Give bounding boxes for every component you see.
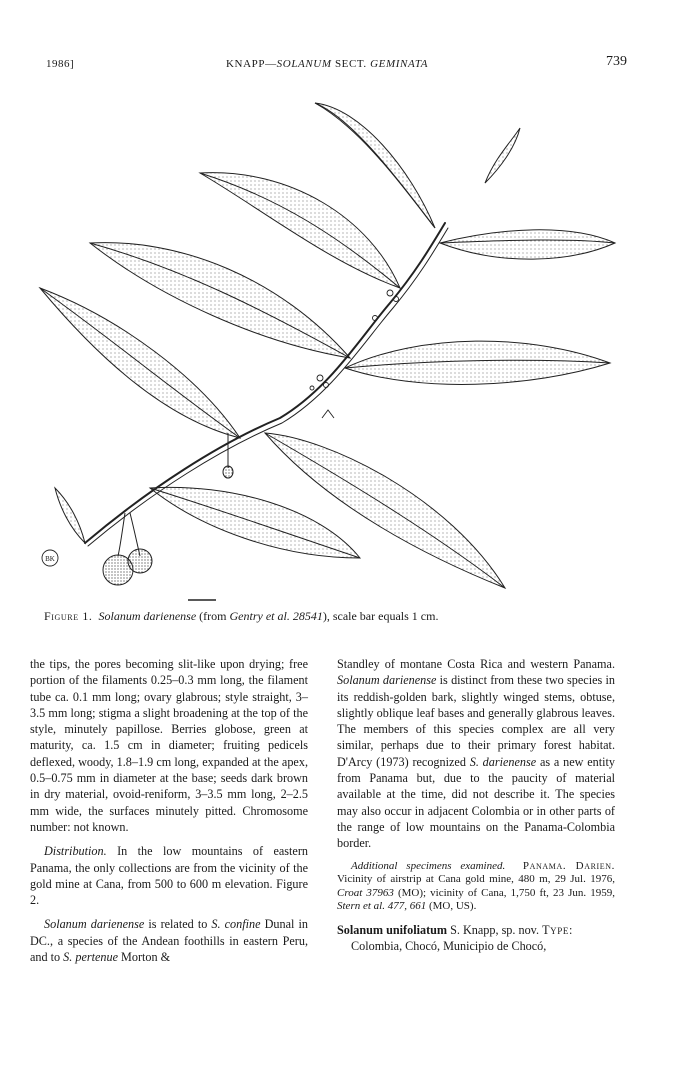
page-number: 739	[606, 54, 627, 69]
right-column	[337, 656, 615, 954]
type-locality: Colombia, Chocó, Municipio de Chocó,	[351, 938, 547, 953]
distribution-paragraph: Distribution. In the low mountains of eastern Panama, the only collections are from the vicinity of the gold mine at Cana, from 500 to 600 m elevation. Figure 2.	[30, 844, 308, 908]
left-column	[30, 656, 308, 965]
running-header	[0, 54, 683, 74]
leaf	[55, 488, 85, 543]
discussion-paragraph: Standley of montane Costa Rica and western Panama. Solanum darienense is distinct from these two species in its reddish-golden bark, slightly winged stems, obtuse, slightly oblique leaf bases and generally glabrous leaves. The members of this species complex are all very similar, perhaps due to their primary forest habitat. D'Arcy (1973) recognized S. darienense as a new entity from Panama but, due to the paucity of material available at the time, did not describe it. The species may also occur in adjacent Colombia or in other parts of the range of low mountains on the Panama-Colombia border.	[337, 657, 615, 851]
figure-caption: Figure 1. Solanum darienense (from Gentry et al. 28541), scale bar equals 1 cm.	[44, 609, 439, 623]
leaf	[265, 433, 505, 588]
running-title: KNAPP—SOLANUM SECT. GEMINATA	[226, 58, 429, 70]
description-paragraph: the tips, the pores becoming slit-like upon drying; free portion of the filaments 0.25–0.3 mm long, the filament tube ca. 0.1 mm long; ovary glabrous; style straight, 3–3.5 mm long; stigma a slight broadening at the top of the style, minutely papillose. Berries globose, green at maturity, ca. 1.5 cm in diameter; fruiting pedicels deflexed, woody, 1.8–1.9 cm long, expanded at the apex, 0.5–0.75 mm in diameter at the base; seeds dark brown in dry material, ovoid-reniform, 3–3.5 mm long, 2–2.5 mm wide, the surfaces minutely pitted. Chromosome number: not known.	[30, 657, 308, 834]
specimens-paragraph: Additional specimens examined. Panama. Darien. Vicinity of airstrip at Cana gold mine, 480 m, 29 Jul. 1976, Croat 37963 (MO); vicinity of Cana, 1,750 ft, 23 Jun. 1959, Stern et al. 477, 661 (MO, US).	[337, 859, 616, 913]
new-species-heading: Solanum unifoliatum S. Knapp, sp. nov. Type:	[337, 922, 573, 937]
illustrator-initials: BK	[45, 555, 55, 563]
leaf	[345, 341, 610, 384]
botanical-illustration	[30, 88, 630, 608]
leaf	[440, 230, 615, 259]
leaf	[485, 128, 520, 183]
relationship-paragraph: Solanum darienense is related to S. confine Dunal in DC., a species of the Andean foothills in eastern Peru, and to S. pertenue Morton &	[30, 917, 308, 965]
volume-year: 1986]	[46, 58, 75, 70]
berry	[128, 549, 152, 573]
plant-drawing	[30, 88, 630, 608]
